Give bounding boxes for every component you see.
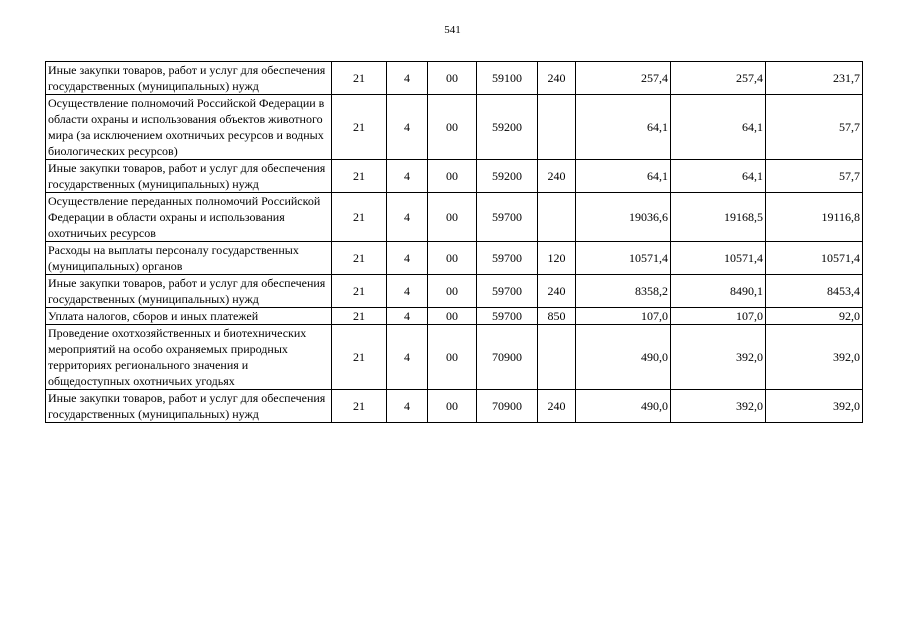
amount-year-1: 64,1 xyxy=(576,160,671,193)
ministry-code: 21 xyxy=(332,193,387,242)
ministry-code: 21 xyxy=(332,160,387,193)
section-code: 4 xyxy=(387,325,428,390)
subsection-code: 00 xyxy=(428,193,477,242)
amount-year-2: 19168,5 xyxy=(671,193,766,242)
amount-year-2: 107,0 xyxy=(671,308,766,325)
target-item-code: 59200 xyxy=(477,95,538,160)
target-item-code: 59700 xyxy=(477,275,538,308)
table-row xyxy=(46,275,863,308)
expense-name: Расходы на выплаты персоналу государственных (муниципальных) органов xyxy=(46,242,332,275)
amount-year-3: 392,0 xyxy=(766,325,863,390)
amount-year-3: 392,0 xyxy=(766,390,863,423)
amount-year-3: 10571,4 xyxy=(766,242,863,275)
expense-name: Осуществление полномочий Российской Федерации в области охраны и использования объектов животного мира (за исключением охотничьих ресурсов и водных биологических ресурсов) xyxy=(46,95,332,160)
target-item-code: 59100 xyxy=(477,62,538,95)
amount-year-1: 490,0 xyxy=(576,390,671,423)
ministry-code: 21 xyxy=(332,95,387,160)
expense-type-code xyxy=(538,95,576,160)
amount-year-1: 8358,2 xyxy=(576,275,671,308)
target-item-code: 70900 xyxy=(477,390,538,423)
amount-year-2: 392,0 xyxy=(671,325,766,390)
amount-year-1: 19036,6 xyxy=(576,193,671,242)
expense-name: Уплата налогов, сборов и иных платежей xyxy=(46,308,332,325)
amount-year-1: 107,0 xyxy=(576,308,671,325)
table-row xyxy=(46,242,863,275)
budget-table xyxy=(45,61,863,423)
expense-type-code: 240 xyxy=(538,160,576,193)
table-row xyxy=(46,95,863,160)
section-code: 4 xyxy=(387,308,428,325)
amount-year-3: 8453,4 xyxy=(766,275,863,308)
section-code: 4 xyxy=(387,160,428,193)
expense-name: Иные закупки товаров, работ и услуг для обеспечения государственных (муниципальных) нужд xyxy=(46,62,332,95)
amount-year-2: 257,4 xyxy=(671,62,766,95)
table-row xyxy=(46,193,863,242)
amount-year-3: 57,7 xyxy=(766,160,863,193)
target-item-code: 59200 xyxy=(477,160,538,193)
amount-year-1: 490,0 xyxy=(576,325,671,390)
amount-year-1: 10571,4 xyxy=(576,242,671,275)
page-number: 541 xyxy=(444,24,461,36)
expense-type-code xyxy=(538,325,576,390)
amount-year-2: 8490,1 xyxy=(671,275,766,308)
amount-year-1: 257,4 xyxy=(576,62,671,95)
ministry-code: 21 xyxy=(332,325,387,390)
expense-type-code xyxy=(538,193,576,242)
section-code: 4 xyxy=(387,275,428,308)
amount-year-1: 64,1 xyxy=(576,95,671,160)
amount-year-2: 392,0 xyxy=(671,390,766,423)
subsection-code: 00 xyxy=(428,62,477,95)
expense-name: Иные закупки товаров, работ и услуг для обеспечения государственных (муниципальных) нужд xyxy=(46,275,332,308)
target-item-code: 59700 xyxy=(477,242,538,275)
ministry-code: 21 xyxy=(332,390,387,423)
table-row xyxy=(46,390,863,423)
expense-type-code: 120 xyxy=(538,242,576,275)
expense-name: Иные закупки товаров, работ и услуг для обеспечения государственных (муниципальных) нужд xyxy=(46,160,332,193)
table-row xyxy=(46,62,863,95)
ministry-code: 21 xyxy=(332,62,387,95)
expense-name: Осуществление переданных полномочий Российской Федерации в области охраны и использования охотничьих ресурсов xyxy=(46,193,332,242)
subsection-code: 00 xyxy=(428,390,477,423)
expense-type-code: 240 xyxy=(538,62,576,95)
section-code: 4 xyxy=(387,390,428,423)
section-code: 4 xyxy=(387,95,428,160)
subsection-code: 00 xyxy=(428,95,477,160)
table-row xyxy=(46,308,863,325)
table-row xyxy=(46,325,863,390)
amount-year-2: 64,1 xyxy=(671,160,766,193)
ministry-code: 21 xyxy=(332,242,387,275)
target-item-code: 59700 xyxy=(477,308,538,325)
ministry-code: 21 xyxy=(332,308,387,325)
subsection-code: 00 xyxy=(428,325,477,390)
subsection-code: 00 xyxy=(428,160,477,193)
section-code: 4 xyxy=(387,62,428,95)
subsection-code: 00 xyxy=(428,308,477,325)
section-code: 4 xyxy=(387,242,428,275)
amount-year-3: 57,7 xyxy=(766,95,863,160)
table-row xyxy=(46,160,863,193)
expense-name: Иные закупки товаров, работ и услуг для обеспечения государственных (муниципальных) нужд xyxy=(46,390,332,423)
amount-year-2: 10571,4 xyxy=(671,242,766,275)
amount-year-3: 19116,8 xyxy=(766,193,863,242)
section-code: 4 xyxy=(387,193,428,242)
target-item-code: 70900 xyxy=(477,325,538,390)
expense-type-code: 240 xyxy=(538,275,576,308)
expense-type-code: 240 xyxy=(538,390,576,423)
amount-year-3: 92,0 xyxy=(766,308,863,325)
target-item-code: 59700 xyxy=(477,193,538,242)
subsection-code: 00 xyxy=(428,242,477,275)
expense-name: Проведение охотхозяйственных и биотехнических мероприятий на особо охраняемых природных территориях регионального значения и общедоступных охотничьих угодьях xyxy=(46,325,332,390)
expense-type-code: 850 xyxy=(538,308,576,325)
amount-year-3: 231,7 xyxy=(766,62,863,95)
subsection-code: 00 xyxy=(428,275,477,308)
ministry-code: 21 xyxy=(332,275,387,308)
amount-year-2: 64,1 xyxy=(671,95,766,160)
